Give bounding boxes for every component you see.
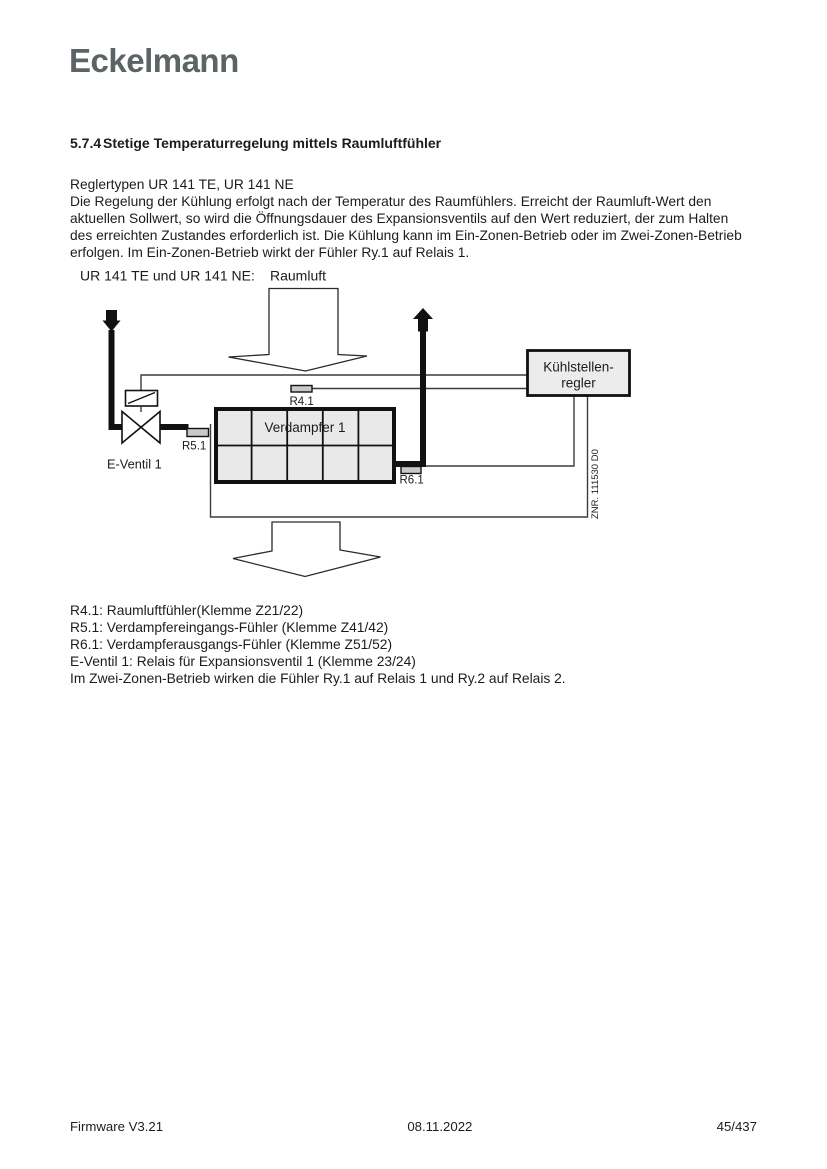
- footer-page-number: 45/437: [716, 1119, 757, 1134]
- r41-sensor-icon: [291, 386, 312, 393]
- airflow-label: Raumluft: [270, 267, 327, 284]
- legend-line: R5.1: Verdampfereingangs-Fühler (Klemme Z41/42): [70, 620, 389, 635]
- airflow-outlet-arrow: [233, 522, 381, 577]
- r61-sensor-wire: [426, 395, 574, 466]
- case-controller-label: regler: [561, 375, 596, 391]
- case-controller-label: Kühlstellen-: [543, 359, 614, 375]
- legend-line: R4.1: Raumluftfühler(Klemme Z21/22): [70, 603, 304, 618]
- inlet-pipe: [109, 330, 123, 427]
- outlet-flow-arrow-icon: [413, 308, 433, 319]
- intro-line: des erreichten Zustandes erforderlich ist. Die Kühlung kann im Ein-Zonen-Betrieb oder im Zwei-Zonen-Betrieb: [70, 228, 742, 243]
- airflow-down-arrow: [229, 289, 368, 372]
- r41-label: R4.1: [289, 396, 314, 408]
- valve-label: E-Ventil 1: [107, 456, 162, 472]
- section-title: Stetige Temperaturregelung mittels Raumluftfühler: [103, 135, 442, 151]
- expansion-valve-icon: [141, 412, 160, 444]
- r51-sensor-icon: [187, 429, 209, 437]
- inlet-flow-arrow-icon: [103, 321, 121, 332]
- intro-line: Reglertypen UR 141 TE, UR 141 NE: [70, 177, 294, 192]
- r51-label: R5.1: [182, 440, 207, 453]
- section-number: 5.7.4: [70, 135, 102, 151]
- evaporator-label: Verdampfer 1: [264, 420, 346, 435]
- r61-label: R6.1: [399, 474, 424, 487]
- expansion-valve-icon: [122, 412, 141, 444]
- intro-line: Die Regelung der Kühlung erfolgt nach der Temperatur des Raumfühlers. Erreicht der Raumluft-Wert den: [70, 194, 712, 209]
- intro-line: aktuellen Sollwert, so wird die Öffnungsdauer des Expansionsventils auf den Wert reduziert, der zum Halten: [70, 211, 729, 226]
- legend-line: Im Zwei-Zonen-Betrieb wirken die Fühler Ry.1 auf Relais 1 und Ry.2 auf Relais 2.: [70, 671, 566, 686]
- legend-line: E-Ventil 1: Relais für Expansionsventil 1 (Klemme 23/24): [70, 654, 416, 669]
- outlet-pipe-stub: [418, 318, 428, 332]
- intro-paragraph: [70, 176, 742, 261]
- refrigeration-schematic: [0, 255, 827, 600]
- outlet-pipe: [394, 330, 426, 464]
- inlet-pipe-stub: [106, 310, 117, 322]
- legend-line: R6.1: Verdampferausgangs-Fühler (Klemme Z51/52): [70, 637, 393, 652]
- valve-relay-wire: [141, 375, 527, 390]
- r61-sensor-icon: [401, 467, 421, 474]
- page-footer: [70, 1119, 757, 1134]
- section-heading: [70, 135, 441, 151]
- intro-line: erfolgen. Im Ein-Zonen-Betrieb wirkt der Fühler Ry.1 auf Relais 1.: [70, 245, 470, 260]
- legend-block: [70, 602, 566, 687]
- diagram-caption: UR 141 TE und UR 141 NE:: [80, 267, 255, 284]
- brand-logo: Eckelmann: [69, 42, 239, 79]
- drawing-number: ZNR. 111530 D0: [590, 449, 601, 519]
- footer-firmware: Firmware V3.21: [70, 1119, 164, 1134]
- footer-date: 08.11.2022: [407, 1119, 473, 1134]
